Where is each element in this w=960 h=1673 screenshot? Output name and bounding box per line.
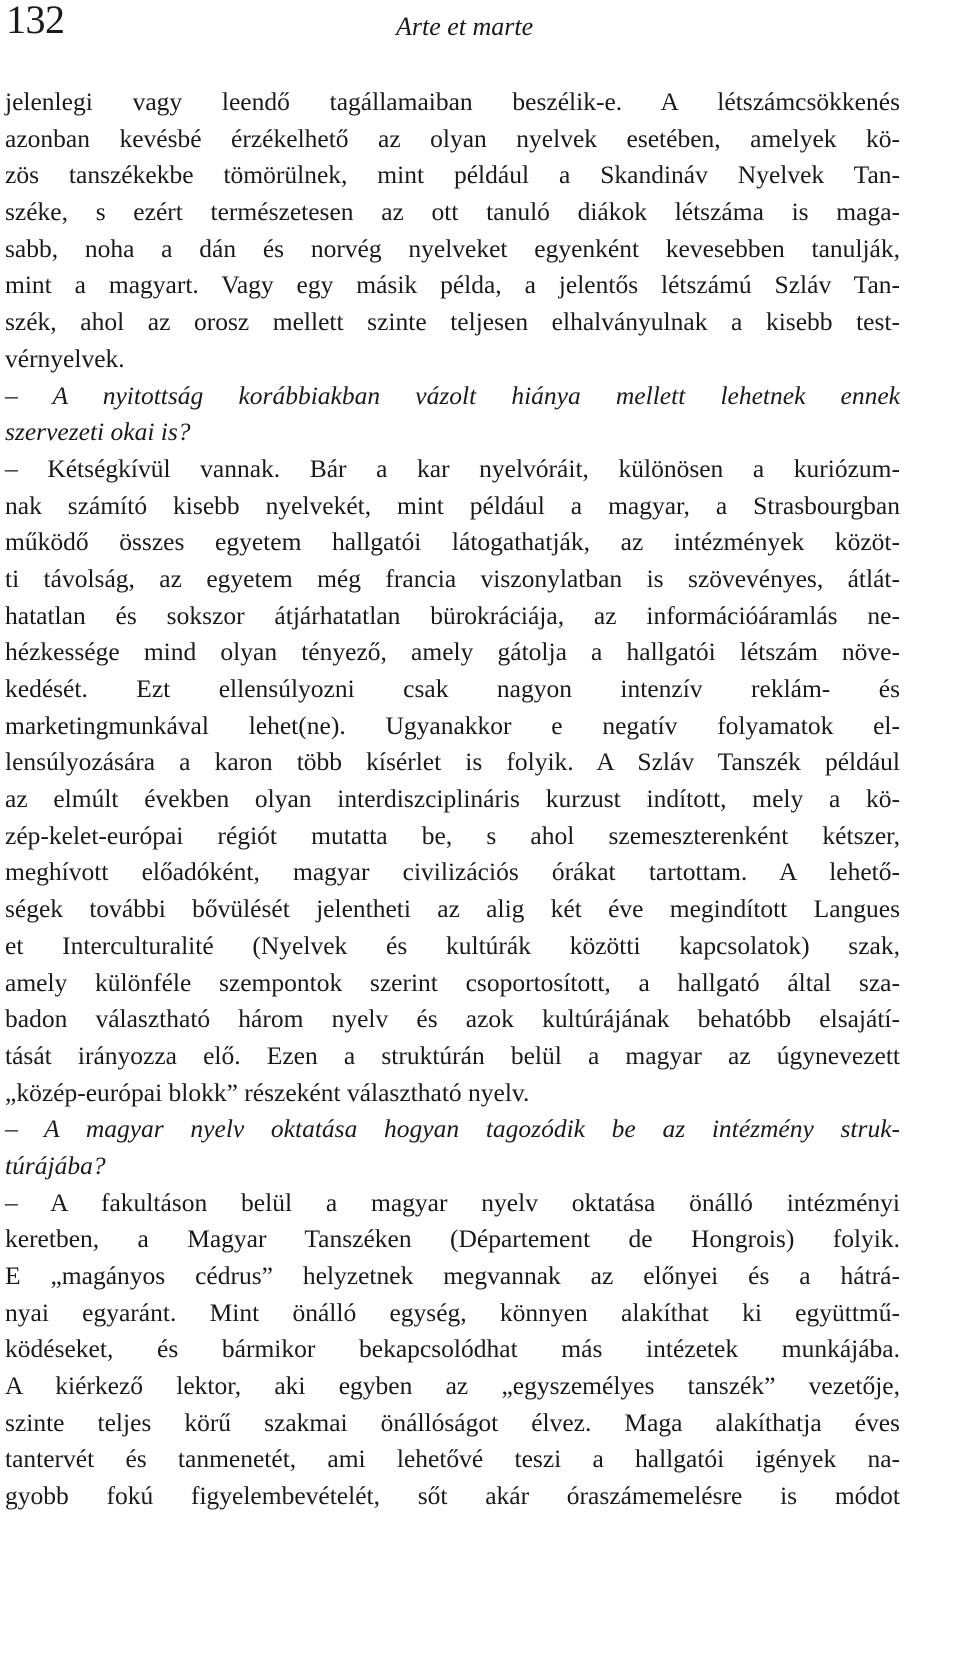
text-line: kedését. Ezt ellensúlyozni csak nagyon intenzív reklám- és bbox=[5, 674, 900, 703]
text-line: az elmúlt években olyan interdiszciplináris kurzust indított, mely a kö- bbox=[5, 784, 900, 814]
text-line: meghívott előadóként, magyar civilizációs órákat tartottam. A lehető- bbox=[5, 857, 900, 887]
text-line: amely különféle szempontok szerint csoportosított, a hallgató által sza- bbox=[5, 967, 900, 997]
text-line: lensúlyozására a karon több kísérlet is folyik. A Szláv Tanszék például bbox=[5, 747, 900, 777]
text-line: A kiérkező lektor, aki egyben az „egyszemélyes tanszék” vezetője, bbox=[5, 1371, 900, 1401]
text-line: E „magányos cédrus” helyzetnek megvannak az előnyei és a hátrá- bbox=[5, 1261, 900, 1290]
text-line: azonban kevésbé érzékelhető az olyan nyelvek esetében, amelyek kö- bbox=[5, 123, 900, 153]
text-line: „közép-európai blokk” részeként választható nyelv. bbox=[5, 1077, 530, 1107]
question-line: túrájába? bbox=[5, 1150, 106, 1180]
text-line: széke, s ezért természetesen az ott tanuló diákok létszáma is maga- bbox=[5, 197, 900, 227]
text-line: tantervét és tanmenetét, ami lehetővé teszi a hallgatói igények na- bbox=[5, 1444, 900, 1474]
question-line: – A nyitottság korábbiakban vázolt hiánya mellett lehetnek ennek bbox=[5, 380, 900, 410]
text-line: ségek további bővülését jelentheti az alig két éve megindított Langues bbox=[5, 894, 900, 924]
text-line: – A fakultáson belül a magyar nyelv oktatása önálló intézményi bbox=[5, 1187, 900, 1217]
text-line: keretben, a Magyar Tanszéken (Département de Hongrois) folyik. bbox=[5, 1224, 900, 1254]
text-line: szinte teljes körű szakmai önállóságot élvez. Maga alakíthatja éves bbox=[5, 1407, 900, 1437]
text-line: nyai egyaránt. Mint önálló egység, könnyen alakíthat ki együttmű- bbox=[5, 1297, 900, 1327]
text-line: mint a magyart. Vagy egy másik példa, a jelentős létszámú Szláv Tan- bbox=[5, 270, 900, 300]
body-text bbox=[5, 84, 900, 1515]
text-line: sabb, noha a dán és norvég nyelveket egyenként kevesebben tanulják, bbox=[5, 233, 900, 263]
text-line: ködéseket, és bármikor bekapcsolódhat más intézetek munkájába. bbox=[5, 1334, 900, 1364]
question-line: – A magyar nyelv oktatása hogyan tagozódik be az intézmény struk- bbox=[5, 1114, 900, 1144]
running-title: Arte et marte bbox=[396, 12, 534, 41]
text-line: szék, ahol az orosz mellett szinte teljesen elhalványulnak a kisebb test- bbox=[5, 307, 900, 337]
text-line: nak számító kisebb nyelvekét, mint például a magyar, a Strasbourgban bbox=[5, 490, 900, 520]
text-line: zép-kelet-európai régiót mutatta be, s ahol szemeszterenként kétszer, bbox=[5, 820, 900, 850]
text-line: ti távolság, az egyetem még francia viszonylatban is szövevényes, átlát- bbox=[5, 563, 900, 593]
text-line: vérnyelvek. bbox=[5, 343, 125, 373]
text-line: tását irányozza elő. Ezen a struktúrán belül a magyar az úgynevezett bbox=[5, 1040, 900, 1070]
question-line: szervezeti okai is? bbox=[5, 417, 191, 447]
text-line: badon választható három nyelv és azok kultúrájának behatóbb elsajátí- bbox=[5, 1004, 900, 1034]
text-line: zös tanszékekbe tömörülnek, mint például a Skandináv Nyelvek Tan- bbox=[5, 160, 900, 190]
text-line: – Kétségkívül vannak. Bár a kar nyelvóráit, különösen a kuriózum- bbox=[5, 453, 900, 483]
text-line: működő összes egyetem hallgatói látogathatják, az intézmények közöt- bbox=[5, 527, 900, 557]
page-number: 132 bbox=[6, 0, 65, 42]
text-line: hatatlan és sokszor átjárhatatlan bürokráciája, az információáramlás ne- bbox=[5, 600, 900, 630]
text-line: hézkessége mind olyan tényező, amely gátolja a hallgatói létszám növe- bbox=[5, 637, 900, 667]
text-line: gyobb fokú figyelembevételét, sőt akár óraszámemelésre is módot bbox=[5, 1481, 900, 1511]
text-line: et Interculturalité (Nyelvek és kultúrák közötti kapcsolatok) szak, bbox=[5, 930, 900, 960]
text-line: jelenlegi vagy leendő tagállamaiban beszélik-e. A létszámcsökkenés bbox=[5, 87, 900, 116]
text-line: marketingmunkával lehet(ne). Ugyanakkor e negatív folyamatok el- bbox=[5, 710, 900, 740]
